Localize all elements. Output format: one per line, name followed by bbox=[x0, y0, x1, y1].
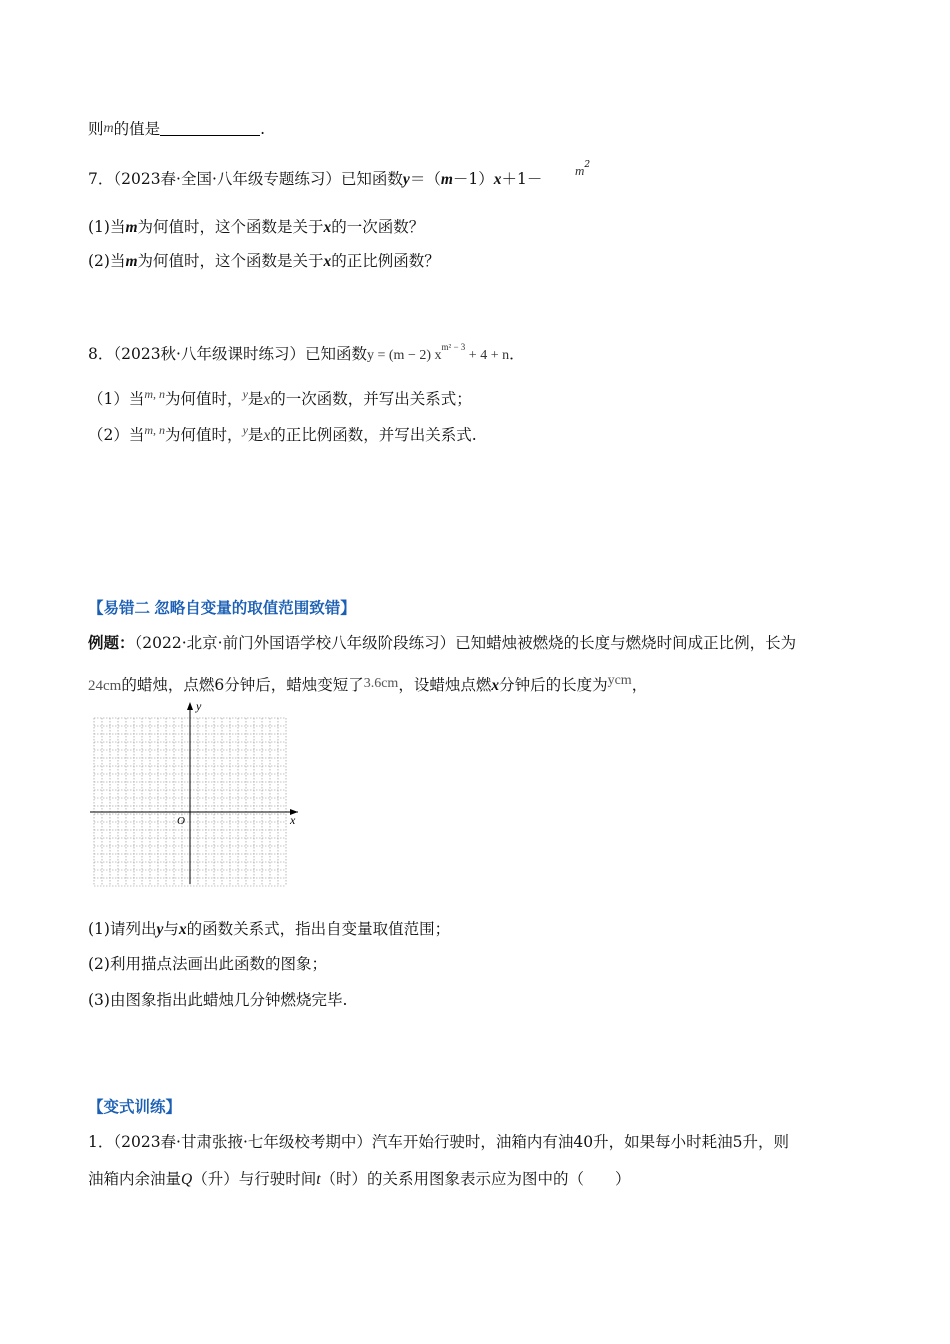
q7-part2: (2)当m为何值时，这个函数是关于x的正比例函数？ bbox=[88, 252, 440, 270]
q7-m-squared: $m^2$ bbox=[575, 160, 591, 178]
section-title-variant: 【变式训练】 bbox=[88, 1099, 182, 1116]
example-part1: (1)请列出y与x的函数关系式，指出自变量取值范围； bbox=[88, 920, 451, 938]
example-part2: (2)利用描点法画出此函数的图象； bbox=[88, 955, 327, 973]
section-title-error2: 【易错二 忽略自变量的取值范围致错】 bbox=[88, 600, 356, 617]
q8-formula: y = (m − 2) $x^{m^2 - 3} + 4 + n$ bbox=[367, 342, 510, 363]
x-axis-label: x bbox=[290, 813, 296, 827]
origin-label: O bbox=[177, 815, 185, 827]
y-axis-arrow bbox=[187, 702, 193, 710]
q7-stem: 7．（2023春·全国·八年级专题练习）已知函数y＝（m－1）x＋1－ $m^2$ bbox=[88, 168, 542, 191]
q6-answer-line: 则m的值是 . bbox=[88, 120, 266, 138]
q8-part2: （2）当$^{m, n}$为何值时，$^y$是x的正比例函数，并写出关系式. bbox=[88, 423, 477, 444]
variant-q1-line1: 1．（2023春·甘肃张掖·七年级校考期中）汽车开始行驶时，油箱内有油40升，如果每小时耗油5升，则 bbox=[88, 1133, 789, 1151]
example-part3: (3)由图象指出此蜡烛几分钟燃烧完毕. bbox=[88, 991, 348, 1009]
y-axis-label: y bbox=[196, 700, 202, 713]
q8-stem: 8．（2023秋·八年级课时练习）已知函数y = (m − 2) $x^{m^2 - 3} + 4 + n$． bbox=[88, 342, 525, 363]
example-line1: 例题：（2022·北京·前门外国语学校八年级阶段练习）已知蜡烛被燃烧的长度与燃烧时间成正比例，长为 bbox=[88, 634, 797, 652]
coordinate-grid bbox=[84, 700, 304, 890]
q7-part1: (1)当m为何值时，这个函数是关于x的一次函数？ bbox=[88, 218, 425, 236]
variant-q1-line2: 油箱内余油量Q（升）与行驶时间t（时）的关系用图象表示应为图中的（ ） bbox=[88, 1170, 631, 1188]
example-line2: 24cm的蜡烛，点燃6分钟后，蜡烛变短了3.6cm，设蜡烛点燃x分钟后的长度为ycm， bbox=[88, 673, 648, 694]
answer-blank[interactable] bbox=[160, 121, 260, 136]
q8-part1: （1）当$^{m, n}$为何值时，$^y$是x的一次函数，并写出关系式； bbox=[88, 387, 472, 408]
